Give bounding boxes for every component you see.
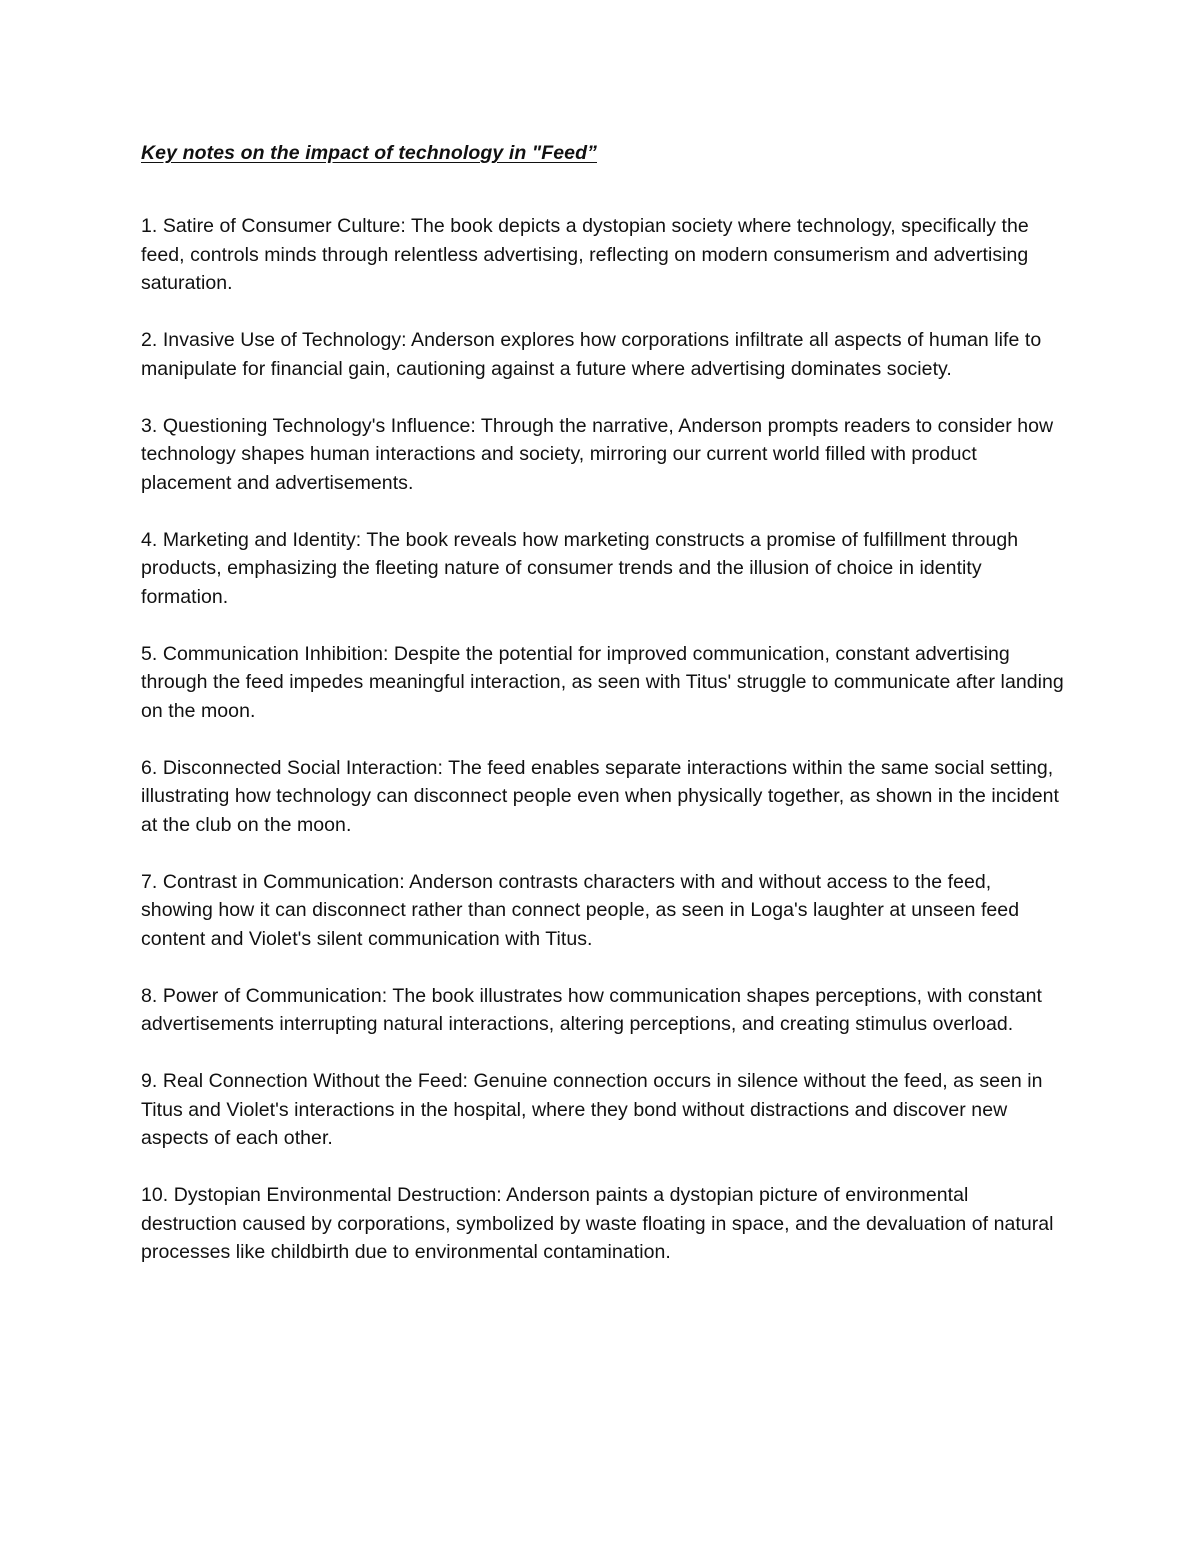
note-item-3: 3. Questioning Technology's Influence: Through the narrative, Anderson prompts readers to consider how technology shapes human interactions and society, mirroring our current world filled with product placement and advertisements.: [141, 414, 1054, 494]
note-item-6: 6. Disconnected Social Interaction: The feed enables separate interactions within the same social setting, illustrating how technology can disconnect people even when physically together, as shown in the incident at the club on the moon.: [141, 756, 1059, 836]
document-page: [141, 139, 1066, 1295]
note-item-8: 8. Power of Communication: The book illustrates how communication shapes perceptions, with constant advertisements interrupting natural interactions, altering perceptions, and creating stimulus overload.: [141, 984, 1042, 1035]
note-item-5: 5. Communication Inhibition: Despite the potential for improved communication, constant advertising through the feed impedes meaningful interaction, as seen with Titus' struggle to communicate after landing on the moon.: [141, 642, 1064, 722]
document-title: Key notes on the impact of technology in "Feed”: [141, 142, 597, 164]
note-item-7: 7. Contrast in Communication: Anderson contrasts characters with and without access to the feed, showing how it can disconnect rather than connect people, as seen in Loga's laughter at unseen feed content and Violet's silent communication with Titus.: [141, 870, 1020, 950]
note-item-1: 1. Satire of Consumer Culture: The book depicts a dystopian society where technology, specifically the feed, controls minds through relentless advertising, reflecting on modern consumerism and advertising saturation.: [141, 215, 1029, 294]
note-item-4: 4. Marketing and Identity: The book reveals how marketing constructs a promise of fulfillment through products, emphasizing the fleeting nature of consumer trends and the illusion of choice in identity formation.: [141, 528, 1019, 608]
note-item-10: 10. Dystopian Environmental Destruction: Anderson paints a dystopian picture of environmental destruction caused by corporations, symbolized by waste floating in space, and the devaluation of natural processes like childbirth due to environmental contamination.: [141, 1184, 1054, 1263]
note-item-2: 2. Invasive Use of Technology: Anderson explores how corporations infiltrate all aspects of human life to manipulate for financial gain, cautioning against a future where advertising dominates society.: [141, 329, 1042, 380]
note-item-9: 9. Real Connection Without the Feed: Genuine connection occurs in silence without the feed, as seen in Titus and Violet's interactions in the hospital, where they bond without distractions and discover new aspects of each other.: [141, 1070, 1043, 1149]
